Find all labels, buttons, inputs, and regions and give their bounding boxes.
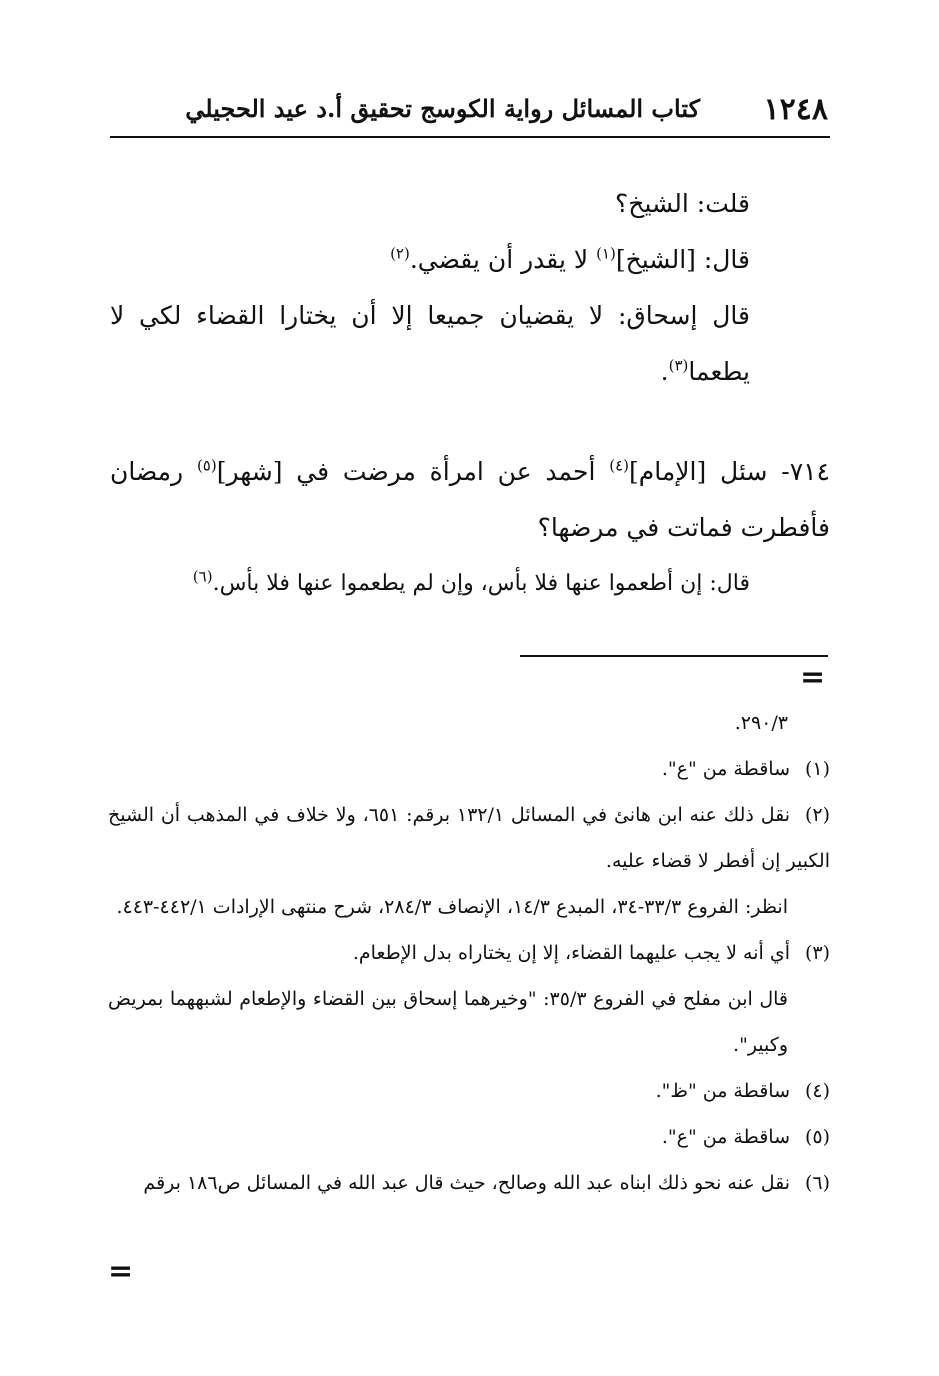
main-text [110,176,830,612]
footnote-ref[interactable]: (٥) [196,456,217,475]
footnotes-rule [520,655,828,657]
footnote-ref[interactable]: (١) [596,244,616,263]
main-line: قال: [الشيخ]$^{(١)}$ لا يقدر أن يقضي.$^{(٢)}$ [390,244,750,274]
footnote-2-references: انظر: الفروع ٣٣/٣-٣٤، المبدع ١٤/٣، الإنصاف ٢٨٤/٣، شرح منتهى الإرادات ٤٤٢/١-٤٤٣. [116,896,788,918]
footnote-number: (٦) [804,1172,830,1194]
page-header [110,88,830,132]
footnote-1: (١)ساقطة من "ع". [108,746,830,792]
footnote-number: (٤) [804,1080,830,1102]
footnote-number: (١) [804,758,830,780]
footnote-number: (٣) [804,942,830,964]
footnote-5: (٥)ساقطة من "ع". [108,1114,830,1160]
main-paragraph: قال إسحاق: لا يقضيان جميعا إلا أن يختارا القضاء لكي لا يطعما$^{(٣)}$. [110,301,750,386]
footnote-number: (٢) [804,804,830,826]
main-line: قلت: الشيخ؟ [615,189,750,218]
footnote-2: (٢)نقل ذلك عنه ابن هانئ في المسائل ١٣٢/١ برقم: ٦٥١، ولا خلاف في المذهب أن الشيخ الكبير إن أفطر لا قضاء عليه. [108,792,830,884]
footnote-number: (٥) [804,1126,830,1148]
continuation-mark: = [800,660,826,695]
footnote-ref[interactable]: (٦) [192,567,213,586]
footnote-continuation: ٢٩٠/٣. [734,712,788,734]
header-rule [110,136,830,138]
end-continuation-mark: = [108,1254,134,1289]
footnotes [108,700,830,1206]
footnote-ref[interactable]: (٢) [390,244,410,263]
footnote-3: (٣)أي أنه لا يجب عليهما القضاء، إلا إن يختاراه بدل الإطعام. [108,930,830,976]
footnote-3-quote: قال ابن مفلح في الفروع ٣٥/٣: "وخيرهما إسحاق بين القضاء والإطعام لشبههما بمريض وكبير". [108,988,789,1056]
footnote-ref[interactable]: (٤) [609,456,629,475]
footnote-ref[interactable]: (٣) [668,356,689,375]
running-title: كتاب المسائل رواية الكوسج تحقيق أ.د عيد الحجيلي [185,94,700,123]
question-714: ٧١٤- سئل [الإمام]$^{(٤)}$ أحمد عن امرأة مرضت في [شهر]$^{(٥)}$ رمضان فأفطرت فماتت في مرضها؟ [110,456,830,542]
footnote-4: (٤)ساقطة من "ظ". [108,1068,830,1114]
page-number: ١٢٤٨ [763,92,828,127]
footnote-6: (٦)نقل عنه نحو ذلك ابناه عبد الله وصالح، حيث قال عبد الله في المسائل ص١٨٦ برقم [108,1160,830,1206]
answer-714: قال: إن أطعموا عنها فلا بأس، وإن لم يطعموا عنها فلا بأس.$^{(٦)}$ [192,567,750,596]
